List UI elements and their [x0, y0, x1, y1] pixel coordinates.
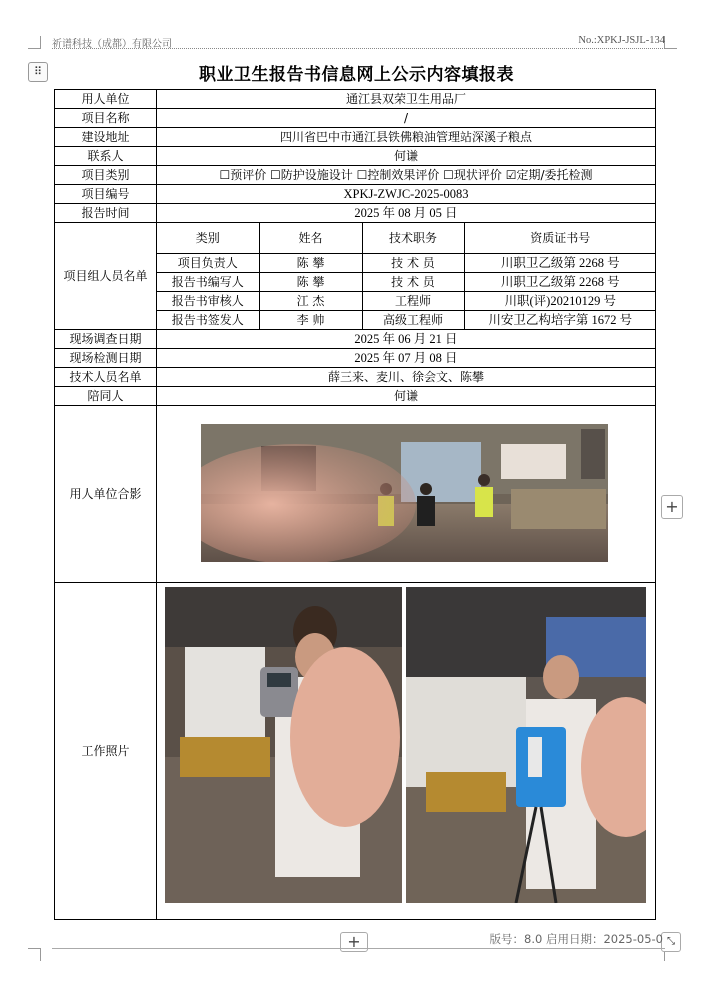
corner-mark-top-right [664, 36, 677, 49]
report-time-label: 报告时间 [55, 204, 157, 223]
team-name: 陈 攀 [259, 273, 362, 292]
report-table [54, 89, 656, 920]
team-name: 江 杰 [259, 292, 362, 311]
table-row [55, 147, 656, 166]
team-row [157, 292, 656, 311]
team-cert: 川职卫乙级第 2268 号 [464, 273, 656, 292]
test-date-value: 2025 年 07 月 08 日 [157, 349, 656, 368]
project-no-label: 项目编号 [55, 185, 157, 204]
team-header-name: 姓名 [259, 223, 362, 254]
team-role: 报告书审核人 [157, 292, 259, 311]
address-value: 四川省巴中市通江县铁佛粮油管理站深溪子粮点 [157, 128, 656, 147]
team-role: 报告书签发人 [157, 311, 259, 330]
team-header-title: 技术职务 [362, 223, 464, 254]
table-row [55, 368, 656, 387]
work-photo-2 [406, 587, 646, 903]
project-name-label: 项目名称 [55, 109, 157, 128]
table-row [55, 204, 656, 223]
group-photo-label: 用人单位合影 [55, 406, 157, 583]
report-time-value: 2025 年 08 月 05 日 [157, 204, 656, 223]
header-company: 祈谱科技（成都）有限公司 [52, 39, 172, 50]
header-divider [52, 48, 665, 49]
team-cert: 川安卫乙构培字第 1672 号 [464, 311, 656, 330]
tech-staff-value: 薛三来、麦川、徐会文、陈攀 [157, 368, 656, 387]
contact-value: 何谦 [157, 147, 656, 166]
employer-label: 用人单位 [55, 90, 157, 109]
team-name: 李 帅 [259, 311, 362, 330]
category-value: ☐预评价 ☐防护设施设计 ☐控制效果评价 ☐现状评价 ☑定期/委托检测 [157, 166, 656, 185]
team-role: 项目负责人 [157, 254, 259, 273]
group-photo [201, 424, 608, 562]
table-row [55, 330, 656, 349]
survey-date-value: 2025 年 06 月 21 日 [157, 330, 656, 349]
table-row [55, 349, 656, 368]
tech-staff-label: 技术人员名单 [55, 368, 157, 387]
table-row [55, 387, 656, 406]
project-name-value: / [157, 109, 656, 128]
work-photo-1 [165, 587, 402, 903]
escort-value: 何谦 [157, 387, 656, 406]
team-job-title: 技 术 员 [362, 273, 464, 292]
table-resize-handle-icon[interactable]: ⤡ [661, 932, 681, 952]
table-row [55, 128, 656, 147]
table-row [55, 223, 656, 330]
team-cert: 川职(评)20210129 号 [464, 292, 656, 311]
header-doc-number: No.:XPKJ-JSJL-134 [578, 35, 665, 46]
table-move-handle-icon[interactable]: ⠿ [28, 62, 48, 82]
address-label: 建设地址 [55, 128, 157, 147]
team-row [157, 311, 656, 330]
test-date-label: 现场检测日期 [55, 349, 157, 368]
team-job-title: 工程师 [362, 292, 464, 311]
category-label: 项目类别 [55, 166, 157, 185]
group-photo-cell [157, 406, 656, 583]
footer-divider [52, 948, 665, 949]
escort-label: 陪同人 [55, 387, 157, 406]
table-row [55, 406, 656, 583]
team-table [157, 223, 656, 329]
team-job-title: 高级工程师 [362, 311, 464, 330]
add-row-button[interactable]: + [340, 932, 368, 952]
team-row [157, 273, 656, 292]
team-label: 项目组人员名单 [55, 223, 157, 330]
team-cert: 川职卫乙级第 2268 号 [464, 254, 656, 273]
team-name: 陈 攀 [259, 254, 362, 273]
team-role: 报告书编写人 [157, 273, 259, 292]
team-cell [157, 223, 656, 330]
add-column-button[interactable]: + [661, 495, 683, 519]
corner-mark-top-left [28, 36, 41, 49]
employer-value: 通江县双荣卫生用品厂 [157, 90, 656, 109]
work-photo-cell [157, 583, 656, 920]
team-header-row [157, 223, 656, 254]
team-header-category: 类别 [157, 223, 259, 254]
footer-version: 版号：8.0 启用日期：2025-05-0 [489, 932, 663, 946]
corner-mark-bottom-left [28, 948, 41, 961]
table-row [55, 583, 656, 920]
table-row [55, 109, 656, 128]
contact-label: 联系人 [55, 147, 157, 166]
team-job-title: 技 术 员 [362, 254, 464, 273]
team-row [157, 254, 656, 273]
page-title: 职业卫生报告书信息网上公示内容填报表 [199, 65, 514, 85]
table-row [55, 166, 656, 185]
work-photo-label: 工作照片 [55, 583, 157, 920]
project-no-value: XPKJ-ZWJC-2025-0083 [157, 185, 656, 204]
table-row [55, 90, 656, 109]
team-header-cert: 资质证书号 [464, 223, 656, 254]
survey-date-label: 现场调查日期 [55, 330, 157, 349]
table-row [55, 185, 656, 204]
